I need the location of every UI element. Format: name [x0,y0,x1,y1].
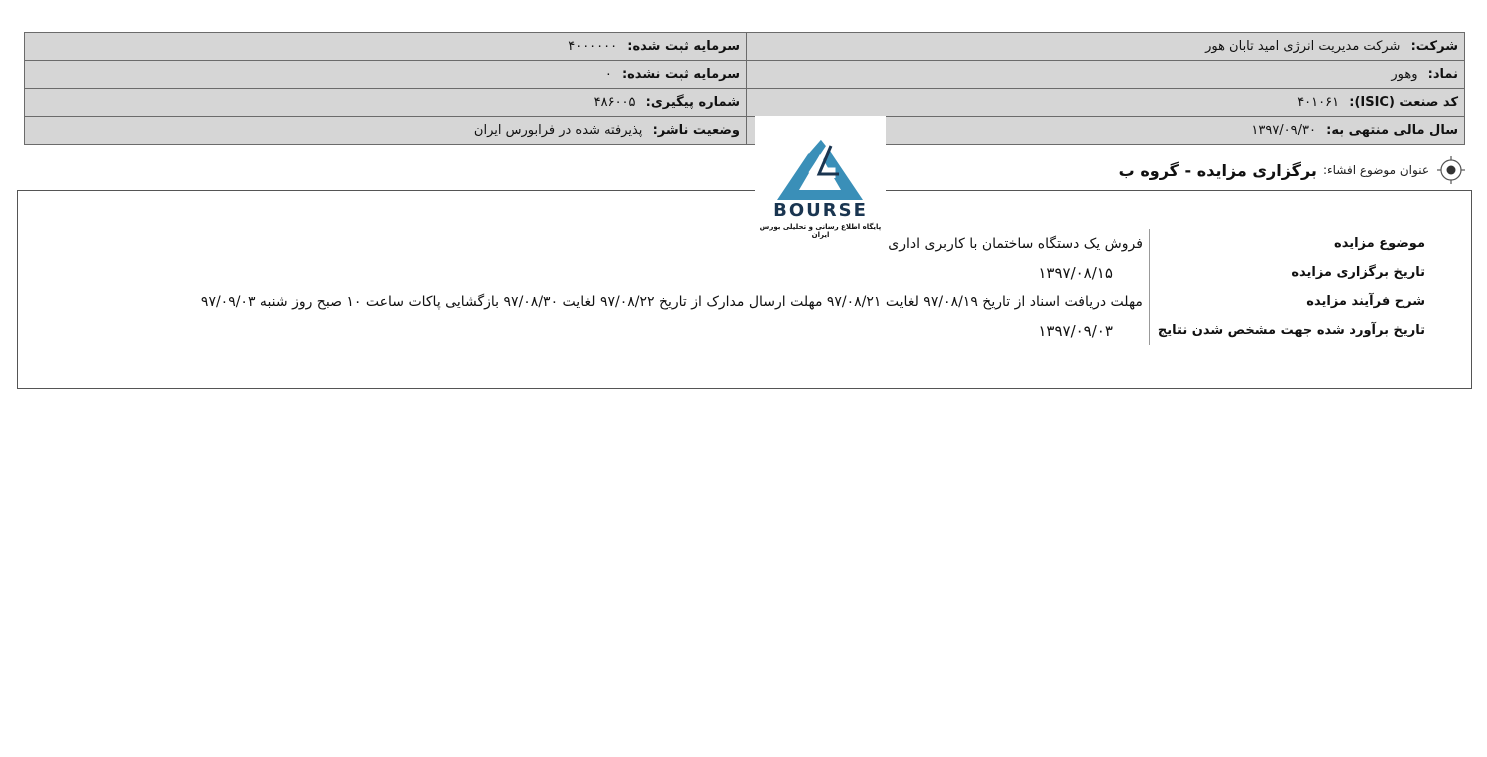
registered-capital-label: سرمایه ثبت شده: [627,39,740,54]
detail-label: تاریخ برآورد شده جهت مشخص شدن نتایج [1149,316,1431,345]
detail-label: موضوع مزایده [1149,229,1431,258]
header-row-4 [25,117,1465,145]
header-row-2 [25,61,1465,89]
header-row-1 [25,33,1465,61]
subject-label: عنوان موضوع افشاء: [1322,163,1429,177]
tracking-number-label: شماره پیگیری: [645,95,740,110]
detail-value: ۱۳۹۷/۰۹/۰۳ [1038,321,1113,340]
disclosure-subject [1119,154,1467,186]
tracking-number-value: ۴۸۶۰۰۵ [593,95,636,110]
unregistered-capital-value: ۰ [604,67,612,82]
logo-tagline: پایگاه اطلاع رسانی و تحلیلی بورس ایران [759,223,882,239]
subject-title: برگزاری مزایده - گروه ب [1118,160,1317,180]
publisher-status-label: وضعیت ناشر: [652,123,740,138]
isic-label: کد صنعت (ISIC): [1349,95,1458,110]
registered-capital-cell [25,33,747,61]
fiscal-year-label: سال مالی منتهی به: [1326,123,1458,138]
auction-details-panel [17,190,1472,389]
company-label: شرکت: [1410,39,1458,54]
registered-capital-value: ۴۰۰۰۰۰۰ [568,39,618,54]
detail-row [195,287,1431,316]
company-value: شرکت مدیریت انرژی امید تابان هور [1205,39,1401,54]
unregistered-capital-label: سرمایه ثبت نشده: [621,67,740,82]
detail-label: تاریخ برگزاری مزایده [1149,258,1431,287]
fiscal-year-value: ۱۳۹۷/۰۹/۳۰ [1251,123,1316,138]
publisher-status-cell [25,117,747,145]
detail-value: فروش یک دستگاه ساختمان با کاربری اداری [888,235,1143,252]
symbol-cell [747,61,1465,89]
detail-value: مهلت دریافت اسناد از تاریخ ۹۷/۰۸/۱۹ لغایت ۹۷/۰۸/۲۱ مهلت ارسال مدارک از تاریخ ۹۷/۰۸/۲۲ لغایت ۹۷/۰۸/۳۰ بازگشایی پاکات ساعت ۱۰ صبح روز شنبه ۹۷/۰۹/۰۳ [200,293,1143,310]
publisher-status-value: پذیرفته شده در فرابورس ایران [473,123,643,138]
detail-label: شرح فرآیند مزایده [1149,287,1431,316]
auction-details-table [195,229,1431,345]
bourse24-logo [755,116,886,238]
isic-cell [747,89,1465,117]
company-cell [747,33,1465,61]
target-icon [1435,154,1467,186]
detail-row [195,316,1431,345]
bourse-wordmark: BOURSE [773,200,868,221]
header-row-3 [25,89,1465,117]
company-info-table [24,32,1465,145]
symbol-label: نماد: [1427,67,1458,82]
tracking-number-cell [25,89,747,117]
symbol-value: وهور [1391,67,1418,82]
detail-row [195,258,1431,287]
bourse24-logo-mark [755,116,886,202]
detail-value: ۱۳۹۷/۰۸/۱۵ [1038,263,1113,282]
unregistered-capital-cell [25,61,747,89]
isic-value: ۴۰۱۰۶۱ [1297,95,1340,110]
